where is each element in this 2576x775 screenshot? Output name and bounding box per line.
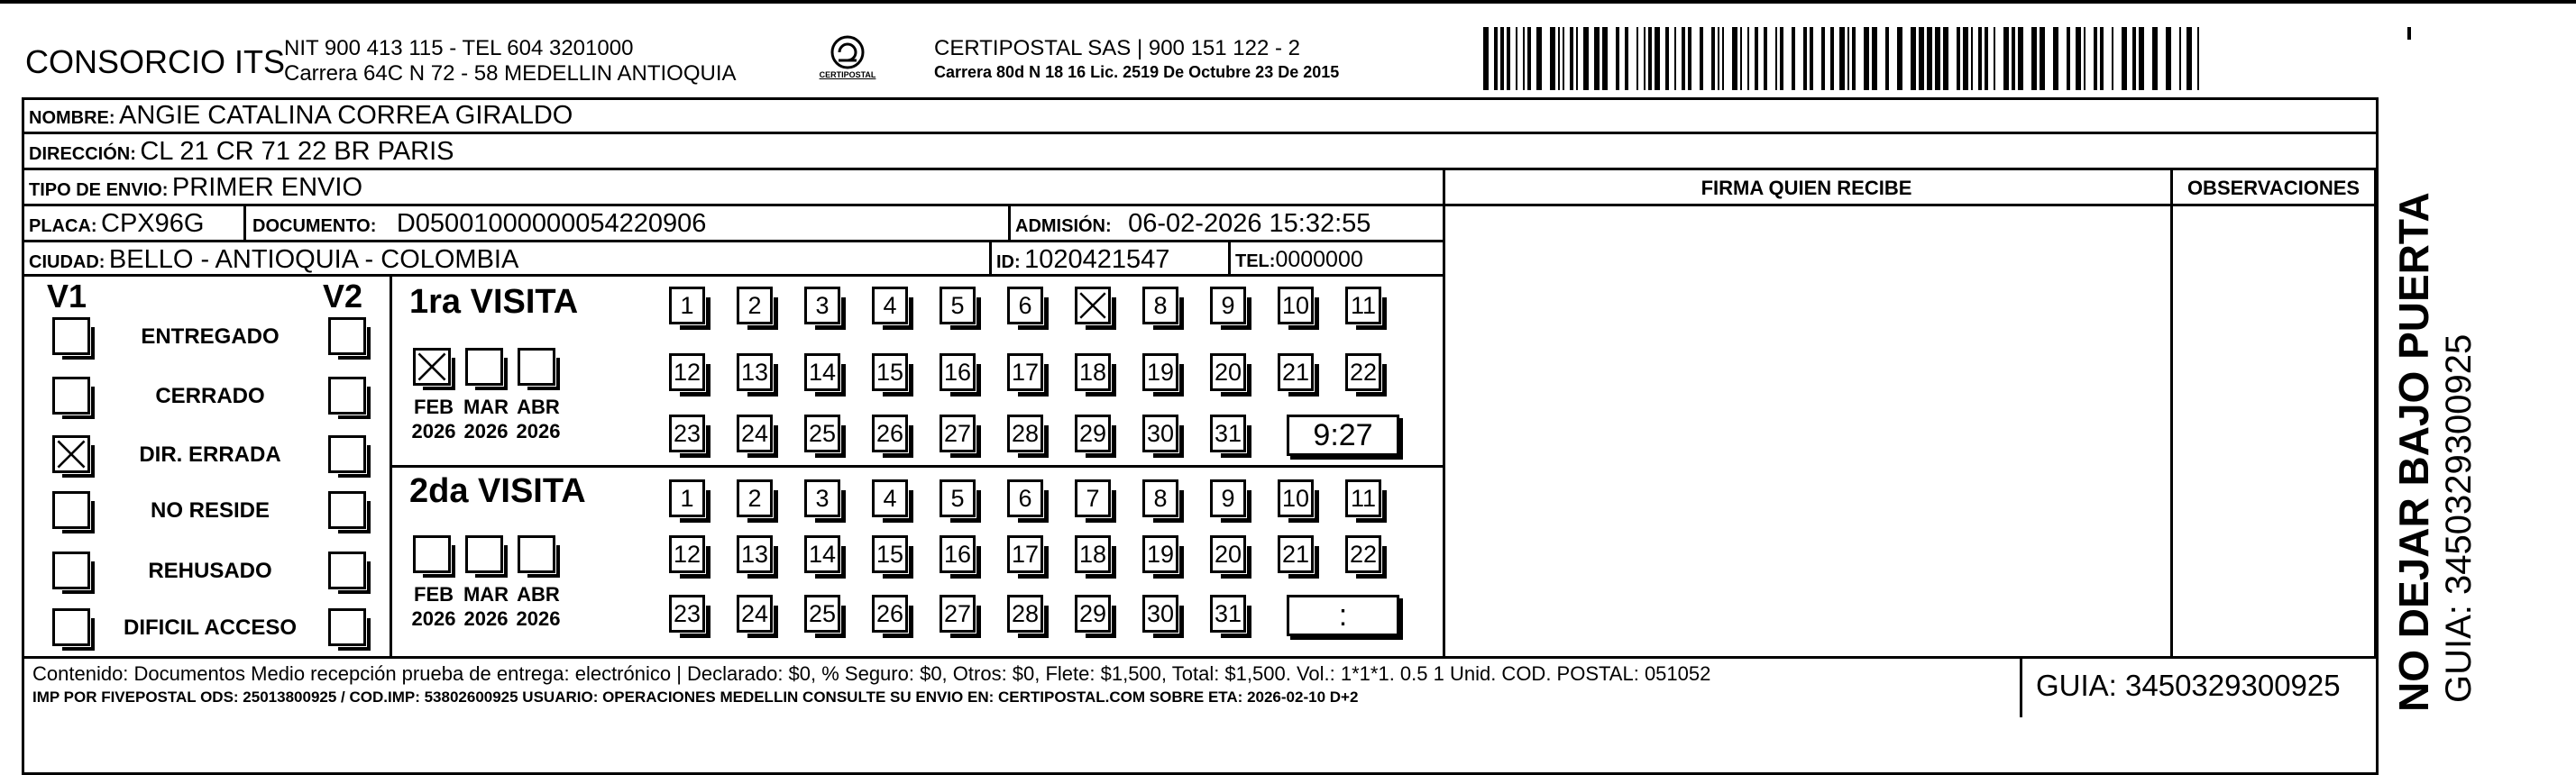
v1-checkbox[interactable] bbox=[52, 491, 90, 529]
day-box[interactable]: 18 bbox=[1075, 535, 1111, 573]
day-box[interactable]: 18 bbox=[1075, 353, 1111, 391]
footer-guia: GUIA: 3450329300925 bbox=[2036, 669, 2341, 702]
admision-label: ADMISIÓN: bbox=[1015, 216, 1112, 236]
month-label: MAR 2026 bbox=[463, 396, 509, 442]
day-box[interactable]: 6 bbox=[1007, 479, 1043, 517]
ciudad-field bbox=[29, 245, 518, 275]
admision-field bbox=[1015, 209, 1371, 239]
day-box[interactable]: 17 bbox=[1007, 535, 1043, 573]
edge-mark bbox=[2407, 27, 2411, 40]
month-label: MAR 2026 bbox=[463, 583, 509, 630]
day-box[interactable]: 2 bbox=[737, 287, 773, 324]
day-box[interactable]: 26 bbox=[872, 415, 908, 452]
day-box[interactable]: 4 bbox=[872, 479, 908, 517]
company-name: CONSORCIO ITS bbox=[25, 43, 286, 80]
day-box[interactable]: 15 bbox=[872, 353, 908, 391]
nombre-row bbox=[29, 101, 573, 131]
firma-header: FIRMA QUIEN RECIBE bbox=[1701, 177, 1912, 199]
second-visit-title: 2da VISITA bbox=[409, 472, 586, 510]
day-box[interactable]: 7 bbox=[1075, 479, 1111, 517]
company-address: Carrera 64C N 72 - 58 MEDELLIN ANTIOQUIA bbox=[284, 61, 737, 86]
barcode bbox=[1483, 27, 2200, 90]
day-box[interactable]: 3 bbox=[804, 479, 840, 517]
documento-value: D05001000000054220906 bbox=[396, 209, 707, 238]
day-box[interactable]: 8 bbox=[1142, 287, 1178, 324]
day-box[interactable]: 5 bbox=[940, 479, 976, 517]
v2-checkbox[interactable] bbox=[328, 608, 366, 646]
day-box[interactable]: 5 bbox=[940, 287, 976, 324]
day-box[interactable]: 6 bbox=[1007, 287, 1043, 324]
v2-checkbox[interactable] bbox=[328, 377, 366, 415]
month-checkbox[interactable] bbox=[465, 348, 503, 386]
day-box[interactable]: 23 bbox=[669, 595, 705, 633]
v1-checkbox[interactable] bbox=[52, 377, 90, 415]
v2-checkbox[interactable] bbox=[328, 552, 366, 589]
day-box[interactable]: 13 bbox=[737, 535, 773, 573]
month-label: FEB 2026 bbox=[411, 396, 456, 442]
day-box[interactable]: 3 bbox=[804, 287, 840, 324]
top-rule bbox=[0, 0, 2576, 4]
v1-checkbox[interactable] bbox=[52, 552, 90, 589]
month-checkbox[interactable] bbox=[518, 535, 555, 573]
day-box[interactable]: 29 bbox=[1075, 415, 1111, 452]
day-box[interactable]: 17 bbox=[1007, 353, 1043, 391]
day-box[interactable]: 30 bbox=[1142, 415, 1178, 452]
month-label: FEB 2026 bbox=[411, 583, 456, 630]
day-box[interactable]: 21 bbox=[1278, 353, 1314, 391]
observaciones-header: OBSERVACIONES bbox=[2186, 177, 2361, 199]
day-box[interactable]: 11 bbox=[1345, 479, 1381, 517]
day-box[interactable]: 30 bbox=[1142, 595, 1178, 633]
day-box[interactable] bbox=[1075, 287, 1111, 324]
status-option-label: CERRADO bbox=[155, 384, 265, 408]
tipo-envio-label: TIPO DE ENVIO: bbox=[29, 180, 169, 200]
placa-label: PLACA: bbox=[29, 216, 97, 236]
day-box[interactable]: 15 bbox=[872, 535, 908, 573]
day-box[interactable]: 16 bbox=[940, 535, 976, 573]
tel-value: 0000000 bbox=[1275, 247, 1363, 272]
day-box[interactable]: 25 bbox=[804, 595, 840, 633]
v1-checkbox[interactable] bbox=[52, 317, 90, 355]
v2-checkbox[interactable] bbox=[328, 317, 366, 355]
nombre-value: ANGIE CATALINA CORREA GIRALDO bbox=[119, 101, 573, 130]
day-box[interactable]: 10 bbox=[1278, 479, 1314, 517]
day-box[interactable]: 9 bbox=[1210, 287, 1246, 324]
day-box[interactable]: 31 bbox=[1210, 415, 1246, 452]
day-box[interactable]: 29 bbox=[1075, 595, 1111, 633]
placa-value: CPX96G bbox=[101, 209, 205, 238]
day-box[interactable]: 28 bbox=[1007, 415, 1043, 452]
v2-label: V2 bbox=[323, 278, 363, 315]
v2-checkbox[interactable] bbox=[328, 491, 366, 529]
day-box[interactable]: 25 bbox=[804, 415, 840, 452]
status-option-label: REHUSADO bbox=[148, 559, 272, 583]
day-box[interactable]: 20 bbox=[1210, 353, 1246, 391]
day-box[interactable]: 12 bbox=[669, 353, 705, 391]
month-label: ABR 2026 bbox=[516, 396, 561, 442]
day-box[interactable]: 22 bbox=[1345, 535, 1381, 573]
direccion-label: DIRECCIÓN: bbox=[29, 144, 136, 164]
id-label: ID: bbox=[996, 252, 1021, 272]
day-box[interactable]: 1 bbox=[669, 287, 705, 324]
ciudad-value: BELLO - ANTIOQUIA - COLOMBIA bbox=[108, 245, 519, 274]
month-checkbox[interactable] bbox=[518, 348, 555, 386]
side-text bbox=[2389, 126, 2525, 712]
day-box[interactable]: 12 bbox=[669, 535, 705, 573]
day-box[interactable]: 9 bbox=[1210, 479, 1246, 517]
day-box[interactable]: 4 bbox=[872, 287, 908, 324]
tipo-envio-row bbox=[29, 173, 362, 203]
day-box[interactable]: 14 bbox=[804, 535, 840, 573]
day-box[interactable]: 2 bbox=[737, 479, 773, 517]
day-box[interactable]: 27 bbox=[940, 595, 976, 633]
month-label: ABR 2026 bbox=[516, 583, 561, 630]
first-visit-title: 1ra VISITA bbox=[409, 283, 579, 321]
day-box[interactable]: 1 bbox=[669, 479, 705, 517]
tipo-envio-value: PRIMER ENVIO bbox=[171, 173, 363, 202]
day-box[interactable]: 13 bbox=[737, 353, 773, 391]
direccion-value: CL 21 CR 71 22 BR PARIS bbox=[140, 137, 454, 166]
documento-field bbox=[252, 209, 706, 239]
id-field bbox=[996, 245, 1169, 275]
status-option-label: DIFICIL ACCESO bbox=[123, 615, 297, 640]
nombre-label: NOMBRE: bbox=[29, 108, 115, 128]
status-option-label: ENTREGADO bbox=[141, 324, 280, 349]
status-option-label: NO RESIDE bbox=[150, 498, 270, 523]
time-box[interactable]: 9:27 bbox=[1287, 415, 1399, 456]
no-dejar-bajo-puerta: NO DEJAR BAJO PUERTA bbox=[2390, 192, 2437, 712]
day-box[interactable]: 16 bbox=[940, 353, 976, 391]
logo-text: CERTIPOSTAL bbox=[819, 70, 876, 79]
v1-checkbox[interactable] bbox=[52, 608, 90, 646]
v1-label: V1 bbox=[47, 278, 87, 315]
day-box[interactable]: 14 bbox=[804, 353, 840, 391]
v1-checkbox[interactable] bbox=[52, 435, 90, 473]
company-nit: NIT 900 413 115 - TEL 604 3201000 bbox=[284, 36, 634, 60]
day-box[interactable]: 24 bbox=[737, 415, 773, 452]
day-box[interactable]: 10 bbox=[1278, 287, 1314, 324]
ciudad-label: CIUDAD: bbox=[29, 252, 105, 272]
certipostal-logo bbox=[811, 34, 884, 88]
day-box[interactable]: 28 bbox=[1007, 595, 1043, 633]
side-guia: GUIA: 3450329300925 bbox=[2439, 333, 2479, 703]
month-checkbox[interactable] bbox=[465, 535, 503, 573]
placa-field bbox=[29, 209, 204, 239]
day-box[interactable]: 20 bbox=[1210, 535, 1246, 573]
imp-line: IMP POR FIVEPOSTAL ODS: 25013800925 / COD.IMP: 53802600925 USUARIO: OPERACIONES MEDELLIN CONSULTE SU ENVIO EN: CERTIPOSTAL.COM SOBRE ETA: 2026-02-10 D+2 bbox=[32, 688, 1359, 706]
day-box[interactable]: 31 bbox=[1210, 595, 1246, 633]
day-box[interactable]: 21 bbox=[1278, 535, 1314, 573]
month-checkbox[interactable] bbox=[413, 348, 451, 386]
tel-field bbox=[1235, 247, 1363, 273]
id-value: 1020421547 bbox=[1024, 245, 1170, 274]
tel-label: TEL: bbox=[1235, 251, 1276, 271]
time-box[interactable]: : bbox=[1287, 595, 1399, 636]
day-box[interactable]: 24 bbox=[737, 595, 773, 633]
admision-value: 06-02-2026 15:32:55 bbox=[1128, 209, 1371, 238]
day-box[interactable]: 26 bbox=[872, 595, 908, 633]
day-box[interactable]: 8 bbox=[1142, 479, 1178, 517]
day-box[interactable]: 19 bbox=[1142, 535, 1178, 573]
day-box[interactable]: 23 bbox=[669, 415, 705, 452]
v2-checkbox[interactable] bbox=[328, 435, 366, 473]
contenido-line: Contenido: Documentos Medio recepción prueba de entrega: electrónico | Declarado: $0, % Seguro: $0, Otros: $0, Flete: $1,500, Total: $1,500. Vol.: 1*1*1. 0.5 1 Unid. COD. POSTAL: 051052 bbox=[32, 662, 1711, 685]
carrier-license: Carrera 80d N 18 16 Lic. 2519 De Octubre 23 De 2015 bbox=[934, 63, 1340, 81]
day-box[interactable]: 19 bbox=[1142, 353, 1178, 391]
day-box[interactable]: 11 bbox=[1345, 287, 1381, 324]
direccion-row bbox=[29, 137, 454, 167]
carrier-name: CERTIPOSTAL SAS | 900 151 122 - 2 bbox=[934, 36, 1300, 60]
status-option-label: DIR. ERRADA bbox=[139, 442, 281, 467]
day-box[interactable]: 27 bbox=[940, 415, 976, 452]
documento-label: DOCUMENTO: bbox=[252, 216, 377, 236]
month-checkbox[interactable] bbox=[413, 535, 451, 573]
day-box[interactable]: 22 bbox=[1345, 353, 1381, 391]
